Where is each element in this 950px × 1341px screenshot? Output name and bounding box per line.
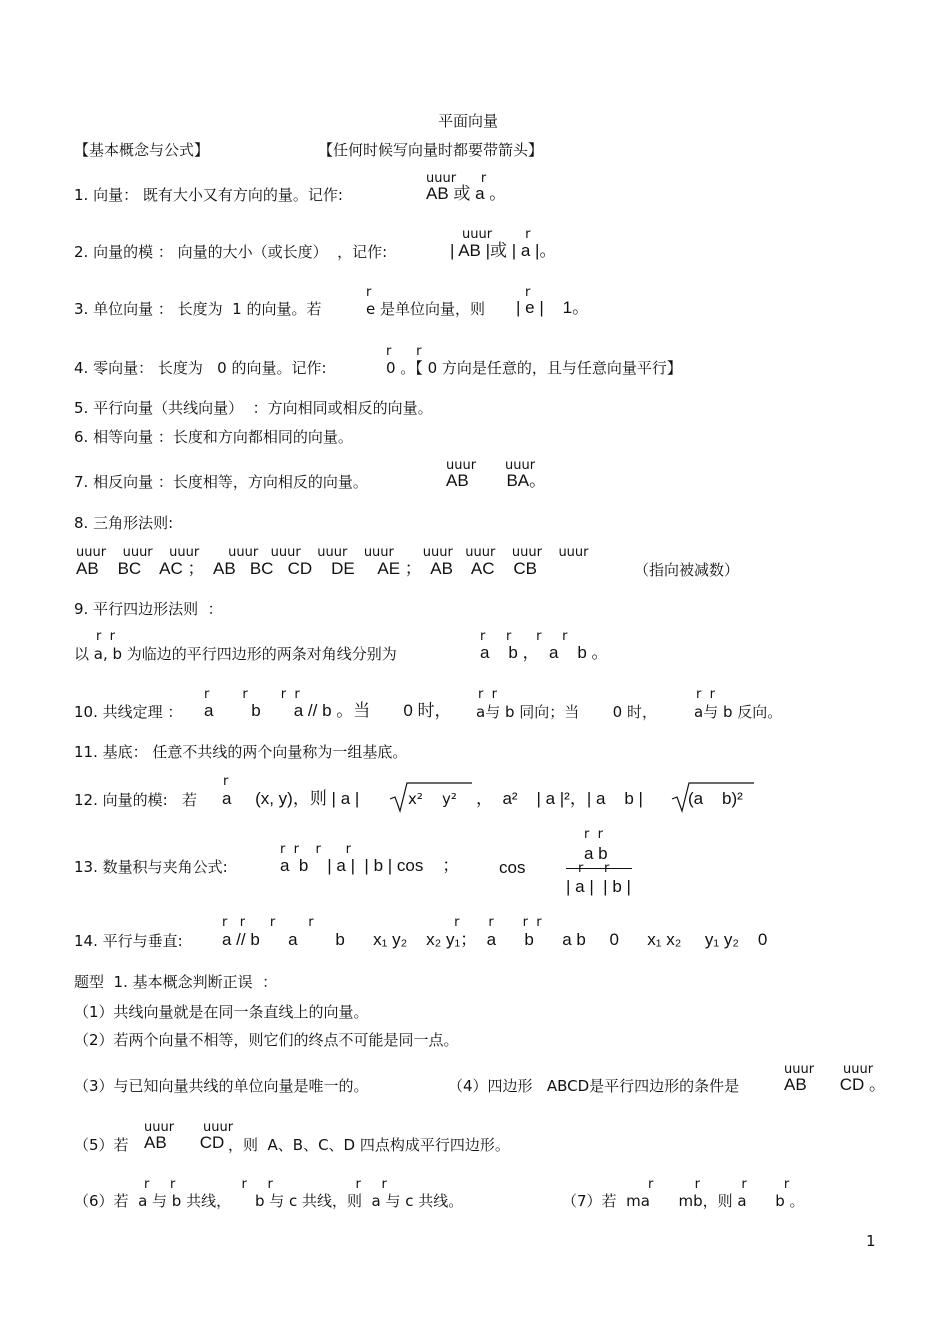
question-5-math: AB CD bbox=[144, 1133, 225, 1152]
vector-arrow-marks: r r r r bbox=[480, 629, 568, 644]
vector-arrow-marks: r bbox=[525, 285, 531, 300]
item-4-text: 4. 零向量： 长度为 0 的向量。记作: bbox=[74, 359, 327, 377]
vector-arrow-marks: r r bbox=[96, 629, 115, 644]
item-11-text: 11. 基底： 任意不共线的两个向量称为一组基底。 bbox=[74, 743, 408, 761]
item-10-text: 10. 共线定理 ： bbox=[74, 703, 183, 721]
item-10-math: a b a // b 。当 0 时， bbox=[204, 701, 452, 720]
vector-arrow-marks: r r bbox=[696, 687, 715, 702]
item-10-mid: a与 b 同向；当 0 时， bbox=[476, 703, 657, 721]
item-8-note: （指向被减数） bbox=[634, 561, 740, 579]
vector-arrow-marks: uuur r bbox=[426, 171, 487, 186]
question-4-math: AB CD 。 bbox=[784, 1075, 887, 1094]
vector-arrow-marks: r r bbox=[578, 861, 610, 876]
item-1-math: AB 或 a 。 bbox=[426, 184, 507, 203]
vector-arrow-marks: r bbox=[223, 774, 229, 789]
item-14-math: a // b a b x₁ y₂ x₂ y₁； a b a b 0 x₁ x₂ y₁ y₂ 0 bbox=[222, 930, 768, 949]
question-1: （1）共线向量就是在同一条直线上的向量。 bbox=[74, 1003, 369, 1021]
item-6-text: 6. 相等向量 ：长度和方向都相同的向量。 bbox=[74, 428, 353, 446]
item-14-text: 14. 平行与垂直: bbox=[74, 932, 183, 950]
item-13-text: 13. 数量积与夹角公式: bbox=[74, 858, 228, 876]
item-8-text: 8. 三角形法则: bbox=[74, 514, 174, 532]
vector-arrow-marks: r r r r r r bbox=[144, 1177, 387, 1192]
page-title: 平面向量 bbox=[438, 112, 499, 130]
vector-arrow-marks: uuur uuur bbox=[446, 458, 536, 473]
header-right: 【任何时候写向量时都要带箭头】 bbox=[318, 141, 544, 159]
vector-arrow-marks: uuur uuur uuur uuur uuur uuur uuur uuur uuur uuur uuur bbox=[76, 545, 589, 560]
question-2: （2）若两个向量不相等，则它们的终点不可能是同一点。 bbox=[74, 1031, 459, 1049]
item-3-text: 3. 单位向量 ： 长度为 1 的向量。若 bbox=[74, 300, 322, 318]
header-left: 【基本概念与公式】 bbox=[74, 141, 210, 159]
item-9-line: 以 a, b 为临边的平行四边形的两条对角线分别为 bbox=[74, 645, 397, 663]
item-13-numerator: a b bbox=[584, 844, 608, 863]
item-12-math: a (x, y)，则 | a | bbox=[222, 789, 360, 808]
item-9-math: a b ， a b 。 bbox=[480, 643, 609, 662]
item-12-math2: ， a² | a |²，| a b | bbox=[476, 789, 643, 808]
question-6: （6）若 a 与 b 共线， b 与 c 共线，则 a 与 c 共线。 bbox=[74, 1192, 464, 1210]
question-7: （7）若 ma mb，则 a b 。 bbox=[562, 1192, 805, 1210]
item-3-end: | e | 1。 bbox=[516, 298, 590, 317]
item-5-text: 5. 平行向量（共线向量） ：方向相同或相反的向量。 bbox=[74, 399, 433, 417]
vector-arrow-marks: uuur uuur bbox=[784, 1062, 874, 1077]
vector-arrow-marks: r r bbox=[386, 344, 422, 359]
vector-arrow-marks: r bbox=[366, 285, 372, 300]
vector-arrow-marks: uuur uuur bbox=[144, 1120, 234, 1135]
item-12-text: 12. 向量的模: 若 bbox=[74, 791, 197, 809]
item-12-sqrt2: (a b)² bbox=[688, 789, 743, 808]
item-13-math: a b | a | | b | cos ； bbox=[280, 856, 460, 875]
vector-arrow-marks: r r r r r r r r bbox=[222, 915, 542, 930]
question-3: （3）与已知向量共线的单位向量是唯一的。 bbox=[74, 1077, 369, 1095]
item-2-text: 2. 向量的模 ： 向量的大小（或长度） ，记作: bbox=[74, 243, 388, 261]
item-7-text: 7. 相反向量 ：长度相等，方向相反的向量。 bbox=[74, 473, 368, 491]
vector-arrow-marks: uuur r bbox=[462, 227, 531, 242]
item-2-math: | AB |或 | a |。 bbox=[450, 241, 557, 260]
question-5-prefix: （5）若 bbox=[74, 1136, 129, 1154]
item-9-text: 9. 平行四边形法则 ： bbox=[74, 600, 223, 618]
vector-arrow-marks: r r r r bbox=[204, 687, 300, 702]
item-12-sqrt1: x² y² bbox=[408, 790, 457, 808]
page-number: 1 bbox=[866, 1232, 876, 1250]
section-heading: 题型 1. 基本概念判断正误 ： bbox=[74, 973, 278, 991]
vector-arrow-marks: r r r r bbox=[280, 842, 351, 857]
item-1-text: 1. 向量： 既有大小又有方向的量。记作: bbox=[74, 186, 343, 204]
item-7-math: AB BA。 bbox=[446, 471, 547, 490]
vector-arrow-marks: r r bbox=[478, 687, 497, 702]
item-4-math: 0 。【 0 方向是任意的，且与任意向量平行】 bbox=[386, 359, 682, 377]
item-13-cos: cos bbox=[499, 858, 526, 877]
item-8-math: AB BC AC ； AB BC CD DE AE ； AB AC CB bbox=[76, 559, 538, 578]
question-5-suffix: ，则 A、B、C、D 四点构成平行四边形。 bbox=[228, 1136, 510, 1154]
question-4: （4）四边形 ABCD是平行四边形的条件是 bbox=[448, 1077, 740, 1095]
item-3-mid: e 是单位向量，则 bbox=[366, 300, 485, 318]
vector-arrow-marks: r r r r bbox=[648, 1177, 790, 1192]
item-10-end: a与 b 反向。 bbox=[694, 703, 783, 721]
vector-arrow-marks: r r bbox=[584, 827, 603, 842]
item-13-denominator: | a | | b | bbox=[566, 877, 631, 896]
